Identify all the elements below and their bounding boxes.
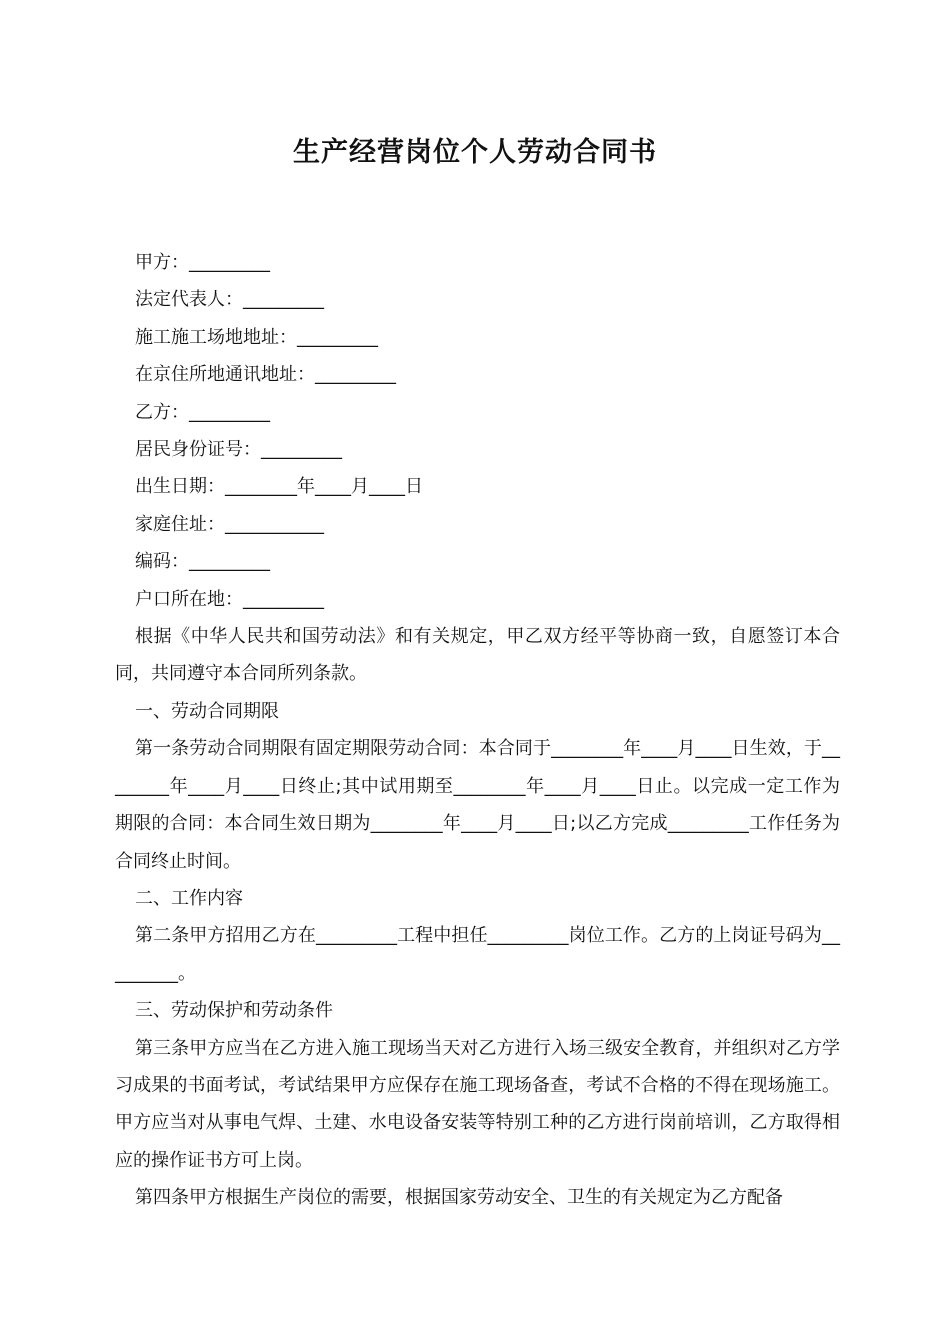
article-4: 第四条甲方根据生产岗位的需要，根据国家劳动安全、卫生的有关规定为乙方配备: [135, 1187, 783, 1209]
field-legal-rep: 法定代表人：_________: [135, 289, 324, 311]
document-title: 生产经营岗位个人劳动合同书: [293, 137, 657, 168]
field-home-address: 家庭住址：___________: [135, 513, 324, 535]
field-beijing-address: 在京住所地通讯地址：_________: [135, 364, 396, 386]
article-2: 第二条甲方招用乙方在_________工程中担任_________岗位工作。乙方的上岗证号码为_________。: [115, 925, 840, 984]
article-1: 第一条劳动合同期限有固定期限劳动合同：本合同于________年____月____日生效，于________年____月____日终止;其中试用期至________年____月____日止。以完成一定工作为期限的合同：本合同生效日期为________年____月____日;以乙方完成_________工作任务为合同终止时间。: [115, 738, 840, 872]
intro-paragraph: 根据《中华人民共和国劳动法》和有关规定，甲乙双方经平等协商一致，自愿签订本合同，共同遵守本合同所列条款。: [115, 626, 840, 685]
section-heading-1: 一、劳动合同期限: [135, 700, 279, 722]
field-site-address: 施工施工场地地址：_________: [135, 326, 378, 348]
field-party-b: 乙方：_________: [135, 401, 270, 423]
field-birth-date: 出生日期：________年____月____日: [135, 476, 423, 498]
document-body: [115, 244, 840, 1217]
article-3: 第三条甲方应当在乙方进入施工现场当天对乙方进行入场三级安全教育，并组织对乙方学习成果的书面考试，考试结果甲方应保存在施工现场备查，考试不合格的不得在现场施工。甲方应当对从事电气焊、土建、水电设备安装等特别工种的乙方进行岗前培训，乙方取得相应的操作证书方可上岗。: [115, 1037, 840, 1171]
section-heading-3: 三、劳动保护和劳动条件: [135, 1000, 333, 1022]
field-party-a: 甲方：_________: [135, 252, 270, 273]
field-postcode: 编码：_________: [135, 551, 270, 573]
section-heading-2: 二、工作内容: [135, 887, 243, 909]
field-id-number: 居民身份证号：_________: [135, 439, 342, 461]
field-hukou: 户口所在地：_________: [135, 588, 324, 610]
